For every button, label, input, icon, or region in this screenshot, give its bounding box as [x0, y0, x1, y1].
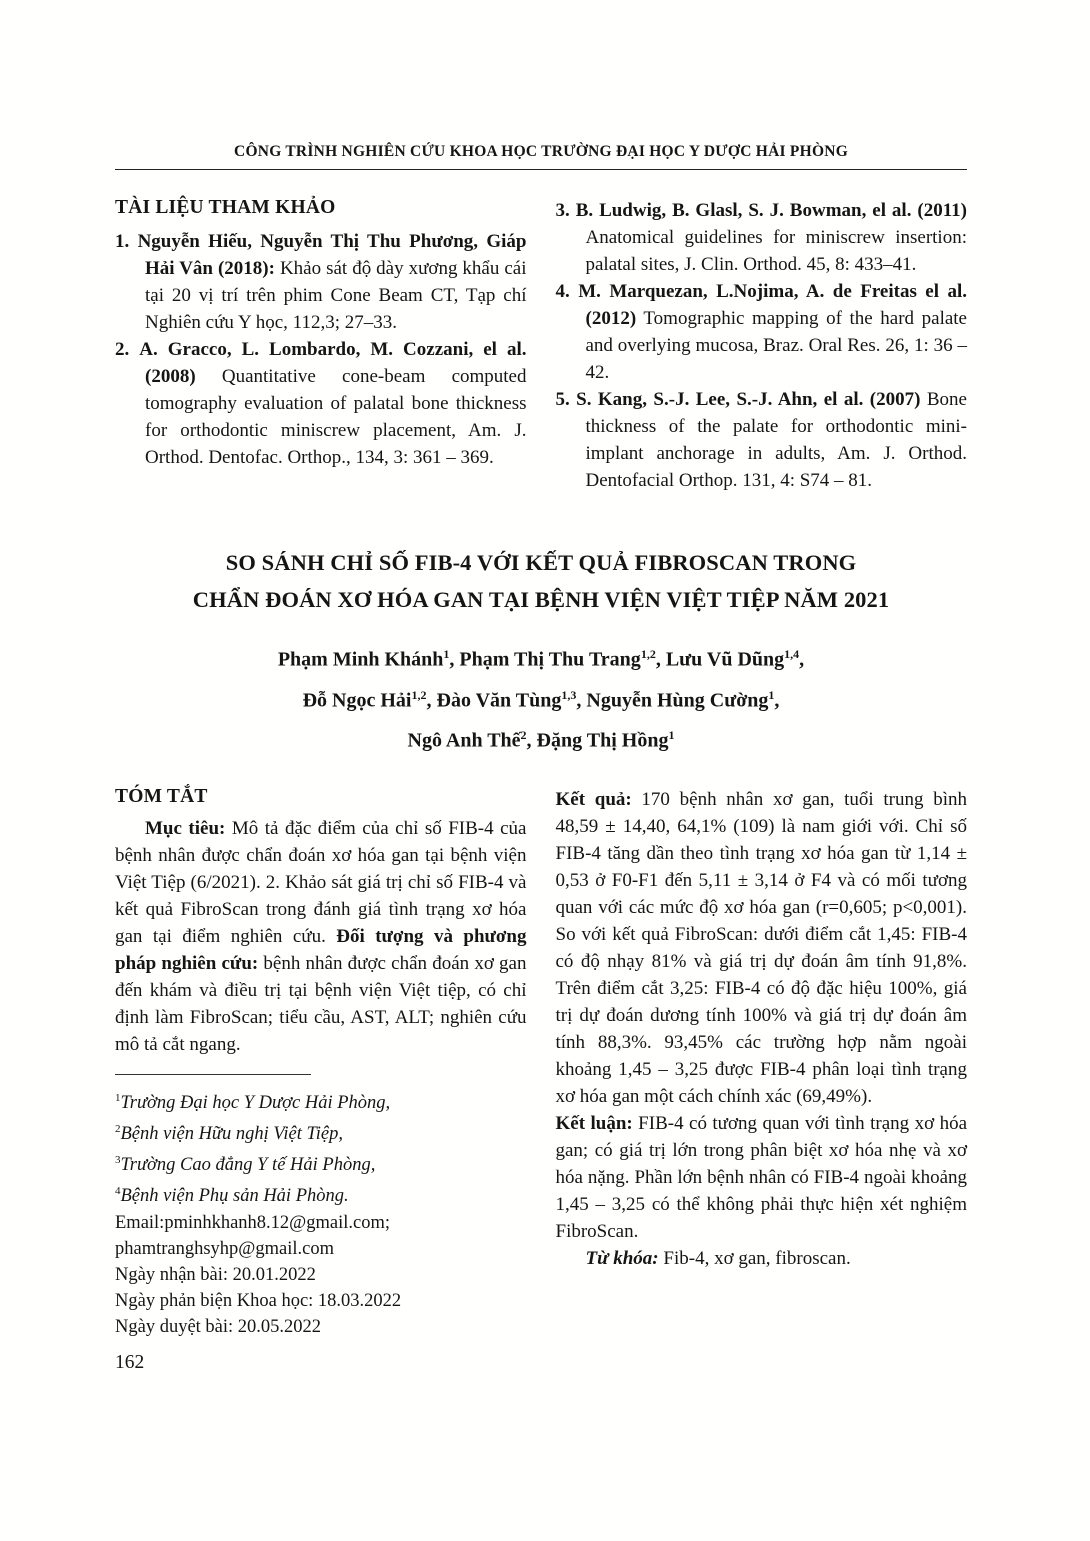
author-name: Ngô Anh Thế [407, 729, 521, 752]
objective-text: Mô tả đặc điểm của chỉ số FIB-4 của bệnh nhân được chẩn đoán xơ hóa gan tại bệnh viện Việt Tiệp (6/2021). 2. Khảo sát giá trị chỉ số FIB-4 và kết quả FibroScan trong đánh giá tình trạng xơ hóa gan tại điểm nghiên cứu. [115, 817, 527, 947]
reference-item [556, 197, 968, 278]
author-name: , Nguyễn Hùng Cường [576, 689, 769, 712]
author-line-2 [115, 678, 967, 719]
author-affiliation-superscript: 1 [668, 728, 675, 743]
reference-number: 5. [555, 389, 570, 410]
references-section [115, 197, 967, 494]
date-accepted-line: Ngày duyệt bài: 20.05.2022 [115, 1316, 322, 1337]
references-left-column [115, 197, 527, 494]
reference-authors: B. Ludwig, B. Glasl, S. J. Bowman, el al. (2011) [575, 200, 968, 221]
article-title-line-2: CHẨN ĐOÁN XƠ HÓA GAN TẠI BỆNH VIỆN VIỆT TIỆP NĂM 2021 [192, 587, 890, 612]
affiliation-footnote [115, 1147, 527, 1178]
article-authors [115, 637, 967, 759]
article-title [115, 544, 967, 618]
date-received-line: Ngày nhận bài: 20.01.2022 [115, 1264, 316, 1285]
reference-authors: A. Gracco, L. Lombardo, M. Cozzani, el al. (2008) [139, 339, 527, 387]
methods-text: bệnh nhân được chẩn đoán xơ gan đến khám và điều trị tại bệnh viện Việt tiệp, có chỉ định làm FibroScan; tiểu cầu, AST, ALT; nghiên cứu mô tả cắt ngang. [115, 952, 527, 1055]
references-right-column [556, 197, 968, 494]
author-affiliation-superscript: 1 [768, 687, 775, 702]
affiliation-footnote [115, 1178, 527, 1209]
author-affiliation-superscript: 2 [520, 728, 527, 743]
affiliation-text: Bệnh viện Phụ sản Hải Phòng. [120, 1186, 349, 1207]
reference-number: 2. [115, 339, 130, 360]
affiliation-text: Bệnh viện Hữu nghị Việt Tiệp, [120, 1124, 343, 1145]
email-line: Email:pminhkhanh8.12@gmail.com; [115, 1212, 390, 1233]
page-number: 162 [115, 1352, 145, 1373]
methods-label: Đối tượng và phương pháp nghiên cứu: [115, 925, 527, 974]
author-name: , Lưu Vũ Dũng [655, 648, 785, 671]
results-text: 170 bệnh nhân xơ gan, tuổi trung bình 48,59 ± 14,40, 64,1% (109) là nam giới với. Chỉ số FIB-4 tăng dần theo tình trạng xơ hóa gan từ 1,14 ± 0,53 ở F0-F1 đến 5,11 ± 3,14 ở F4 và có mối tương quan với các mức độ xơ hóa gan (r=0,605; p<0,001). So với kết quả FibroScan: dưới điểm cắt 1,45: FIB-4 có độ nhạy 81% và giá trị dự đoán âm tính 91,8%. Trên điểm cắt 3,25: FIB-4 có độ đặc hiệu 100%, giá trị dự đoán dương tính 100% và giá trị dự đoán âm tính 88,3%. 93,45% các trường hợp nằm ngoài khoảng 1,45 – 3,25 được FIB-4 phân loại tình trạng xơ hóa gan một cách chính xác (69,49%). [555, 788, 967, 1107]
page-content [115, 143, 967, 1340]
reference-number: 3. [555, 200, 570, 221]
references-heading: TÀI LIỆU THAM KHẢO [115, 197, 336, 218]
conclusion-paragraph [556, 1110, 968, 1245]
abstract-right-column [556, 786, 968, 1340]
keywords-label-text: Từ khóa: [585, 1247, 659, 1269]
article-title-line-1: SO SÁNH CHỈ SỐ FIB-4 VỚI KẾT QUẢ FIBROSCAN TRONG [225, 550, 857, 575]
affiliation-number: 1 [115, 1091, 121, 1104]
conclusion-label: Kết luận: [555, 1112, 633, 1134]
reference-text: Bone thickness of the palate for orthodontic mini-implant anchorage in adults, Am. J. Orthod. Dentofacial Orthop. 131, 4: S74 – 81. [585, 389, 967, 491]
author-name: , Đặng Thị Hồng [526, 729, 669, 752]
reference-text: Khảo sát độ dày xương khẩu cái tại 20 vị trí trên phim Cone Beam CT, Tạp chí Nghiên cứu Y học, 112,3; 27–33. [145, 258, 527, 333]
keywords-paragraph [556, 1245, 968, 1272]
affiliation-text: Trường Đại học Y Dược Hải Phòng, [120, 1093, 391, 1114]
author-name: Đỗ Ngọc Hải [302, 689, 412, 712]
author-name: , Đào Văn Tùng [426, 689, 562, 712]
reference-authors: M. Marquezan, L.Nojima, A. de Freitas el al. (2012) [578, 281, 967, 329]
author-name: , Phạm Thị Thu Trang [449, 648, 641, 671]
author-separator: , [774, 689, 780, 712]
abstract-heading: TÓM TẮT [115, 785, 208, 807]
reference-text: Tomographic mapping of the hard palate and overlying mucosa, Braz. Oral Res. 26, 1: 36 – 42. [585, 308, 967, 383]
author-line-3 [115, 718, 967, 759]
affiliation-text: Trường Cao đẳng Y tế Hải Phòng, [120, 1155, 376, 1176]
objective-label: Mục tiêu: [145, 817, 226, 839]
affiliation-number: 2 [115, 1123, 121, 1136]
results-label: Kết quả: [555, 788, 632, 810]
author-affiliation-superscript: 1,4 [784, 647, 800, 661]
keywords-text: Fib-4, xơ gan, fibroscan. [658, 1247, 851, 1269]
journal-header [115, 143, 967, 170]
abstract-left-column [115, 786, 527, 1340]
affiliation-number: 3 [115, 1154, 121, 1167]
conclusion-text: FIB-4 có tương quan với tình trạng xơ hóa gan; có giá trị lớn trong phân biệt xơ hóa nhẹ và xơ hóa nặng. Phần lớn bệnh nhân có FIB-4 ngoài khoảng 1,45 – 3,25 có thể không phải thực hiện xét nghiệm FibroScan. [555, 1112, 968, 1242]
footnotes-block [115, 1085, 527, 1340]
keywords-label [586, 1248, 659, 1269]
abstract-section [115, 786, 967, 1340]
reference-item [556, 386, 968, 494]
reference-authors: Nguyễn Hiếu, Nguyễn Thị Thu Phương, Giáp Hải Vân (2018): [137, 231, 527, 279]
author-affiliation-superscript: 1,2 [411, 687, 427, 702]
author-affiliation-superscript: 1,2 [640, 647, 656, 661]
author-affiliation-superscript: 1,3 [561, 687, 577, 702]
reference-number: 4. [555, 281, 570, 302]
results-paragraph [556, 786, 968, 1110]
author-name: Phạm Minh Khánh [277, 648, 444, 671]
reference-text: Quantitative cone-beam computed tomography evaluation of palatal bone thickness for orthodontic miniscrew placement, Am. J. Orthod. Dentofac. Orthop., 134, 3: 361 – 369. [145, 366, 527, 468]
affiliation-footnote [115, 1116, 527, 1147]
affiliation-number: 4 [115, 1185, 121, 1198]
author-affiliation-superscript: 1 [443, 647, 450, 661]
reference-item [556, 278, 968, 386]
reference-item [115, 228, 527, 336]
author-line-1 [115, 637, 967, 678]
reference-item [115, 336, 527, 471]
reference-text: Anatomical guidelines for miniscrew insertion: palatal sites, J. Clin. Orthod. 45, 8: 433–41. [585, 227, 967, 275]
journal-header-text: CÔNG TRÌNH NGHIÊN CỨU KHOA HỌC TRƯỜNG ĐẠI HỌC Y DƯỢC HẢI PHÒNG [234, 143, 848, 160]
author-separator: , [799, 648, 805, 671]
abstract-paragraph [115, 815, 527, 1058]
affiliation-footnote [115, 1085, 527, 1116]
reference-number: 1. [115, 231, 130, 252]
date-reviewed-line: Ngày phản biện Khoa học: 18.03.2022 [115, 1290, 402, 1311]
email-line: phamtranghsyhp@gmail.com [115, 1238, 334, 1259]
footnote-divider [115, 1074, 311, 1075]
reference-authors: S. Kang, S.-J. Lee, S.-J. Ahn, el al. (2007) [576, 389, 921, 410]
